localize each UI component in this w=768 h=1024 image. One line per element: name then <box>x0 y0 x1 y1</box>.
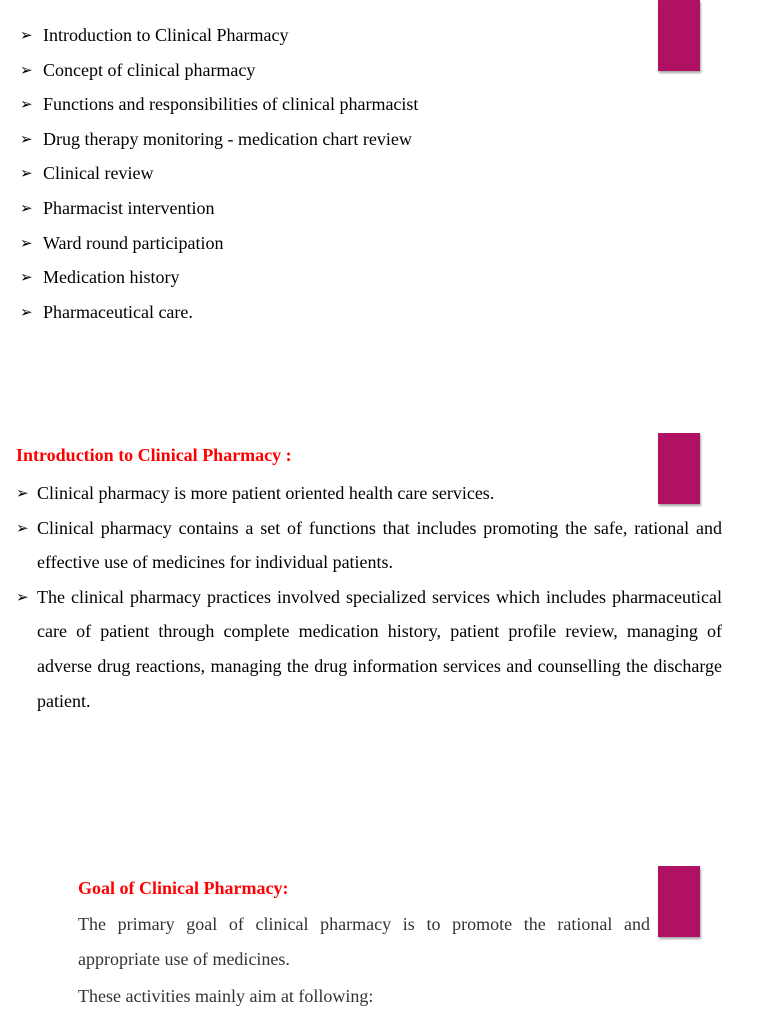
topic-item <box>20 126 418 161</box>
topic-label: Ward round participation <box>43 232 224 253</box>
introduction-point <box>16 476 722 511</box>
arrow-bullet-icon: ➢ <box>16 518 29 537</box>
topic-label: Functions and responsibilities of clinical pharmacist <box>43 94 419 115</box>
topic-item <box>20 264 418 299</box>
topic-label: Pharmacist intervention <box>43 197 215 218</box>
arrow-bullet-icon: ➢ <box>20 26 33 44</box>
accent-bar-top <box>658 0 700 71</box>
goal-paragraph: The primary goal of clinical pharmacy is to promote the rational and appropriate use of medicines. <box>78 914 650 969</box>
arrow-bullet-icon: ➢ <box>20 129 33 148</box>
accent-bar-goal <box>658 866 700 937</box>
goal-activities-intro: These activities mainly aim at following: <box>78 986 374 1006</box>
topic-item <box>20 299 418 334</box>
topic-label: Pharmaceutical care. <box>43 301 193 322</box>
introduction-point <box>16 580 722 718</box>
arrow-bullet-icon: ➢ <box>20 198 33 217</box>
arrow-bullet-icon: ➢ <box>20 233 33 252</box>
arrow-bullet-icon: ➢ <box>20 95 33 114</box>
topic-item <box>20 22 418 57</box>
arrow-bullet-icon: ➢ <box>20 268 33 287</box>
topic-list <box>20 22 418 333</box>
topic-label: Introduction to Clinical Pharmacy <box>43 25 289 45</box>
arrow-bullet-icon: ➢ <box>16 484 29 502</box>
topic-item <box>20 91 418 126</box>
topic-item <box>20 230 418 265</box>
arrow-bullet-icon: ➢ <box>20 302 33 321</box>
topic-label: Clinical review <box>43 163 154 184</box>
arrow-bullet-icon: ➢ <box>20 60 33 79</box>
introduction-point-text: Clinical pharmacy is more patient oriented health care services. <box>37 483 495 503</box>
introduction-point <box>16 511 722 580</box>
topic-item <box>20 160 418 195</box>
introduction-heading: Introduction to Clinical Pharmacy : <box>16 445 292 465</box>
topic-item <box>20 57 418 92</box>
introduction-points <box>16 476 722 718</box>
introduction-point-text: The clinical pharmacy practices involved specialized services which includes pharmaceutical care of patient through complete medication history, patient profile review, managing of adverse drug reactions, managing the drug information services and counselling the discharge patient. <box>37 586 722 711</box>
topic-label: Concept of clinical pharmacy <box>43 59 256 80</box>
goal-heading: Goal of Clinical Pharmacy: <box>78 878 289 898</box>
introduction-point-text: Clinical pharmacy contains a set of functions that includes promoting the safe, rational and effective use of medicines for individual patients. <box>37 517 722 573</box>
topic-label: Medication history <box>43 267 180 288</box>
topic-item <box>20 195 418 230</box>
topic-label: Drug therapy monitoring - medication chart review <box>43 128 412 149</box>
arrow-bullet-icon: ➢ <box>16 587 29 606</box>
arrow-bullet-icon: ➢ <box>20 164 33 183</box>
